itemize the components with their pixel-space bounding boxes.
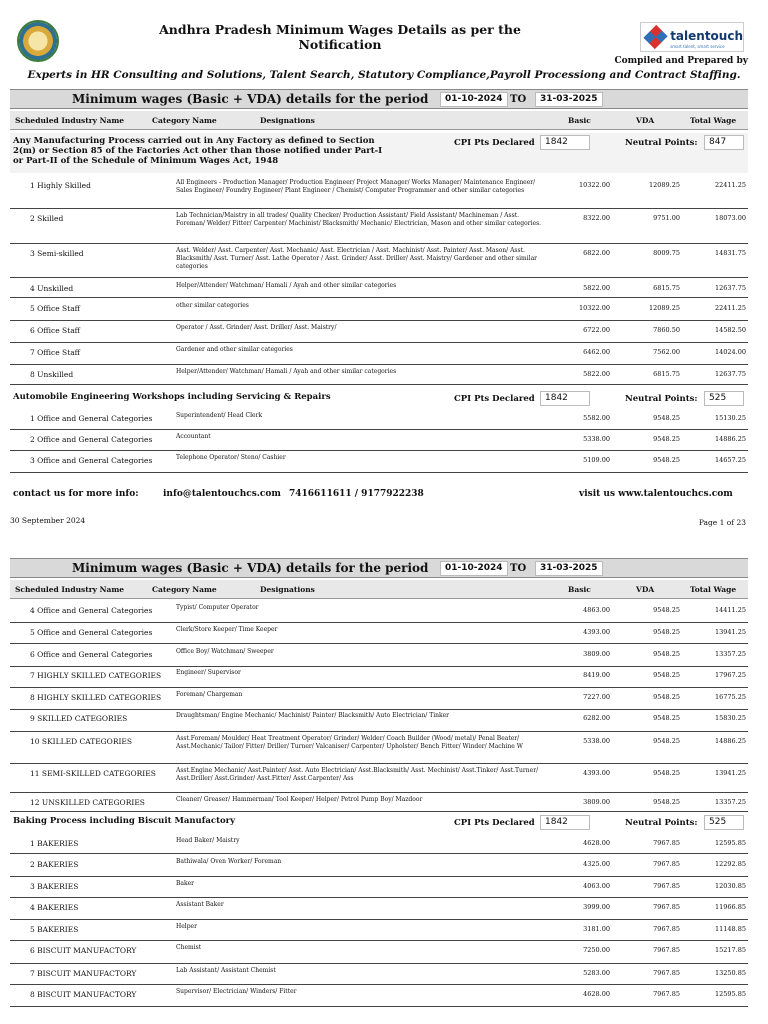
row-vda: 7562.00 — [653, 348, 680, 356]
row-total-wage: 12595.85 — [714, 839, 746, 847]
row-total-wage: 18073.00 — [714, 214, 746, 222]
col-designations: Designations — [260, 116, 315, 125]
row-category-name: 6 BISCUIT MANUFACTORY — [30, 946, 137, 955]
row-basic: 6722.00 — [583, 326, 610, 334]
row-designations: Operator / Asst. Grinder/ Asst. Driller/ Asst. Maistry/ — [176, 324, 337, 331]
row-basic: 6462.00 — [583, 348, 610, 356]
brand-name: talentouch — [670, 29, 743, 43]
row-designations: Cleaner/ Greaser/ Hammerman/ Tool Keeper/ Helper/ Petrol Pump Boy/ Mazdoor — [176, 796, 423, 803]
row-category-name: 5 Office and General Categories — [30, 628, 153, 637]
period-from: 01-10-2024 — [440, 561, 508, 576]
row-total-wage: 12637.75 — [714, 284, 746, 292]
row-category-name: 3 BAKERIES — [30, 882, 79, 891]
cpi-label: CPI Pts Declared — [454, 394, 535, 404]
row-designations: Office Boy/ Watchman/ Sweeper — [176, 648, 274, 655]
row-basic: 5582.00 — [583, 414, 610, 422]
row-vda: 7860.50 — [653, 326, 680, 334]
col-basic: Basic — [568, 585, 591, 594]
row-total-wage: 14411.25 — [714, 606, 746, 614]
col-total: Total Wage — [690, 585, 737, 594]
neutral-value: 525 — [704, 815, 744, 830]
neutral-label: Neutral Points: — [625, 138, 698, 148]
row-category-name: 1 Office and General Categories — [30, 414, 153, 423]
row-category-name: 8 HIGHLY SKILLED CATEGORIES — [30, 693, 162, 702]
cpi-label: CPI Pts Declared — [454, 818, 535, 828]
row-designations: Helper/Attender/ Watchman/ Hamali / Ayah and other similar categories — [176, 282, 397, 289]
row-basic: 5109.00 — [583, 456, 610, 464]
table-row — [10, 623, 748, 644]
col-category: Category Name — [152, 585, 217, 594]
row-category-name: 2 Skilled — [30, 214, 64, 223]
row-category-name: 11 SEMI-SKILLED CATEGORIES — [30, 769, 156, 778]
col-vda: VDA — [636, 116, 655, 125]
row-vda: 9548.25 — [653, 714, 680, 722]
website-link[interactable]: visit us www.talentouchcs.com — [579, 489, 733, 499]
neutral-label: Neutral Points: — [625, 394, 698, 404]
row-total-wage: 17967.25 — [714, 671, 746, 679]
row-total-wage: 13357.25 — [714, 650, 746, 658]
row-total-wage: 12595.85 — [714, 990, 746, 998]
row-category-name: 2 BAKERIES — [30, 860, 79, 869]
row-basic: 3181.00 — [583, 925, 610, 933]
table-row — [10, 964, 748, 985]
row-vda: 7967.85 — [653, 839, 680, 847]
row-total-wage: 13357.25 — [714, 798, 746, 806]
row-vda: 7967.85 — [653, 969, 680, 977]
row-total-wage: 14886.25 — [714, 737, 746, 745]
row-category-name: 9 SKILLED CATEGORIES — [30, 714, 128, 723]
page-separator — [0, 538, 768, 544]
row-category-name: 4 Office and General Categories — [30, 606, 153, 615]
period-bar — [10, 558, 748, 578]
row-total-wage: 14024.00 — [714, 348, 746, 356]
row-vda: 9548.25 — [653, 671, 680, 679]
row-designations: Asst.Engine Mechanic/ Asst.Painter/ Asst. Auto Electrician/ Asst.Blacksmith/ Asst. Mechinist/ Asst.Tinker/ Asst.Turner/ Asst.Driller/ Asst.Grinder/ Asst.Fitter/ Asst.Carpenter/ Ass — [176, 767, 539, 782]
row-designations: Accountant — [176, 433, 211, 440]
row-vda: 8009.75 — [653, 249, 680, 257]
row-basic: 8322.00 — [583, 214, 610, 222]
row-category-name: 8 BISCUIT MANUFACTORY — [30, 990, 137, 999]
row-basic: 5283.00 — [583, 969, 610, 977]
table-row — [10, 409, 748, 430]
row-vda: 7967.85 — [653, 990, 680, 998]
period-from: 01-10-2024 — [440, 92, 508, 107]
row-basic: 10322.00 — [578, 304, 610, 312]
talentouch-mark-icon — [643, 25, 667, 49]
row-designations: Asst. Welder/ Asst. Carpenter/ Asst. Mechanic/ Asst. Electrician / Asst. Machinist/ Asst. Painter/ Asst. Mason/ Asst. Blacksmith/ Asst. Turner/ Asst. Lathe Operator / Asst. Grinder/ Asst. Driller/ Asst. Maistry/ Gardener and other similar categories — [176, 247, 538, 270]
row-total-wage: 13941.25 — [714, 769, 746, 777]
row-basic: 7227.00 — [583, 693, 610, 701]
page-number: Page 1 of 23 — [698, 518, 746, 527]
table-row — [10, 709, 748, 732]
row-vda: 9548.25 — [653, 693, 680, 701]
row-designations: All Engineers - Production Manager/ Production Engineer/ Project Manager/ Works Manager/ Maintenance Engineer/ Sales Engineer/ Foundry Engineer/ Plant Engineer / Chemist/ Computer Programmer and other similar categories — [176, 179, 536, 194]
row-total-wage: 15130.25 — [714, 414, 746, 422]
cpi-value: 1842 — [540, 135, 590, 150]
col-category: Category Name — [152, 116, 217, 125]
row-total-wage: 22411.25 — [714, 181, 746, 189]
row-basic: 5822.00 — [583, 370, 610, 378]
table-row — [10, 793, 748, 812]
row-designations: Superintendent/ Head Clerk — [176, 412, 263, 419]
row-category-name: 5 BAKERIES — [30, 925, 79, 934]
row-vda: 9548.25 — [653, 650, 680, 658]
row-total-wage: 16775.25 — [714, 693, 746, 701]
table-row — [10, 343, 748, 365]
row-total-wage: 15830.25 — [714, 714, 746, 722]
row-vda: 7967.85 — [653, 860, 680, 868]
row-designations: Gardener and other similar categories — [176, 346, 293, 353]
row-designations: Assistant Baker — [176, 901, 224, 908]
row-basic: 4393.00 — [583, 628, 610, 636]
row-vda: 9751.00 — [653, 214, 680, 222]
period-title: Minimum wages (Basic + VDA) details for the period — [72, 92, 429, 106]
col-vda: VDA — [636, 585, 655, 594]
row-designations: Head Baker/ Maistry — [176, 837, 240, 844]
cpi-value: 1842 — [540, 391, 590, 406]
row-vda: 7967.85 — [653, 882, 680, 890]
table-row — [10, 898, 748, 920]
table-row — [10, 176, 748, 209]
row-basic: 4628.00 — [583, 990, 610, 998]
table-row — [10, 985, 748, 1007]
ap-emblem-logo — [17, 20, 59, 62]
row-category-name: 4 BAKERIES — [30, 903, 79, 912]
col-industry: Scheduled Industry Name — [15, 585, 125, 594]
row-basic: 3999.00 — [583, 903, 610, 911]
row-designations: Typist/ Computer Operator — [176, 604, 259, 611]
row-vda: 12089.25 — [648, 304, 680, 312]
row-category-name: 1 BAKERIES — [30, 839, 79, 848]
row-designations: Helper — [176, 923, 197, 930]
row-total-wage: 11148.85 — [714, 925, 746, 933]
row-vda: 6815.75 — [653, 370, 680, 378]
col-industry: Scheduled Industry Name — [15, 116, 125, 125]
row-vda: 7967.85 — [653, 925, 680, 933]
table-row — [10, 764, 748, 793]
row-designations: Draughtsman/ Engine Mechanic/ Machinist/ Painter/ Blacksmith/ Auto Electrician/ Tinker — [176, 712, 450, 719]
table-row — [10, 209, 748, 244]
section-header — [10, 813, 748, 833]
row-vda: 9548.25 — [653, 606, 680, 614]
period-bar — [10, 89, 748, 109]
row-vda: 9548.25 — [653, 435, 680, 443]
row-category-name: 6 Office and General Categories — [30, 650, 153, 659]
row-category-name: 7 Office Staff — [30, 348, 81, 357]
neutral-label: Neutral Points: — [625, 818, 698, 828]
row-basic: 4325.00 — [583, 860, 610, 868]
table-row — [10, 279, 748, 298]
row-basic: 4628.00 — [583, 839, 610, 847]
column-header — [10, 580, 748, 599]
row-designations: Baker — [176, 880, 195, 887]
neutral-value: 847 — [704, 135, 744, 150]
row-vda: 9548.25 — [653, 769, 680, 777]
table-row — [10, 299, 748, 321]
table-row — [10, 451, 748, 473]
section-name: Automobile Engineering Workshops including Servicing & Repairs — [13, 392, 331, 402]
row-category-name: 4 Unskilled — [30, 284, 74, 293]
table-row — [10, 365, 748, 385]
company-tagline: Experts in HR Consulting and Solutions, Talent Search, Statutory Compliance,Payroll Processiong and Contract Staffing. — [27, 69, 741, 81]
row-basic: 8419.00 — [583, 671, 610, 679]
col-total: Total Wage — [690, 116, 737, 125]
row-vda: 9548.25 — [653, 737, 680, 745]
row-total-wage: 15217.85 — [714, 946, 746, 954]
row-basic: 6282.00 — [583, 714, 610, 722]
row-basic: 10322.00 — [578, 181, 610, 189]
column-header — [10, 111, 748, 130]
row-vda: 9548.25 — [653, 628, 680, 636]
table-row — [10, 666, 748, 688]
period-to-label: TO — [510, 94, 527, 105]
row-basic: 3809.00 — [583, 650, 610, 658]
footer-date: 30 September 2024 — [10, 516, 86, 525]
row-category-name: 5 Office Staff — [30, 304, 81, 313]
section-header — [10, 389, 748, 409]
row-designations: Telephone Operator/ Steno/ Cashier — [176, 454, 286, 461]
row-total-wage: 14831.75 — [714, 249, 746, 257]
row-basic: 5338.00 — [583, 435, 610, 443]
row-total-wage: 11966.85 — [714, 903, 746, 911]
row-vda: 6815.75 — [653, 284, 680, 292]
row-basic: 4863.00 — [583, 606, 610, 614]
contact-label: contact us for more info: — [13, 489, 139, 499]
row-vda: 9548.25 — [653, 414, 680, 422]
row-designations: Engineer/ Supervisor — [176, 669, 241, 676]
row-category-name: 8 Unskilled — [30, 370, 74, 379]
table-row — [10, 645, 748, 667]
period-to-label: TO — [510, 563, 527, 574]
row-designations: Clerk/Store Keeper/ Time Keeper — [176, 626, 278, 633]
row-basic: 4063.00 — [583, 882, 610, 890]
row-basic: 5822.00 — [583, 284, 610, 292]
table-row — [10, 321, 748, 343]
row-designations: Chemist — [176, 944, 202, 951]
row-total-wage: 13250.85 — [714, 969, 746, 977]
page-title: Andhra Pradesh Minimum Wages Details as per the Notification — [159, 22, 521, 52]
row-vda: 9548.25 — [653, 798, 680, 806]
row-total-wage: 14886.25 — [714, 435, 746, 443]
section-name: Baking Process including Biscuit Manufactory — [13, 816, 236, 826]
row-designations: Bathiwala/ Oven Worker/ Foreman — [176, 858, 282, 865]
row-category-name: 7 HIGHLY SKILLED CATEGORIES — [30, 671, 162, 680]
row-designations: Supervisor/ Electrician/ Winders/ Fitter — [176, 988, 297, 995]
row-category-name: 2 Office and General Categories — [30, 435, 153, 444]
period-title: Minimum wages (Basic + VDA) details for the period — [72, 561, 429, 575]
row-designations: Helper/Attender/ Watchman/ Hamali / Ayah and other similar categories — [176, 368, 397, 375]
row-category-name: 7 BISCUIT MANUFACTORY — [30, 969, 137, 978]
row-total-wage: 12292.85 — [714, 860, 746, 868]
row-total-wage: 12637.75 — [714, 370, 746, 378]
brand-tagline: smart talent, smart service — [670, 44, 725, 49]
row-category-name: 6 Office Staff — [30, 326, 81, 335]
cpi-label: CPI Pts Declared — [454, 138, 535, 148]
row-vda: 7967.85 — [653, 946, 680, 954]
table-row — [10, 688, 748, 710]
row-vda: 9548.25 — [653, 456, 680, 464]
row-total-wage: 14582.50 — [714, 326, 746, 334]
row-basic: 4393.00 — [583, 769, 610, 777]
row-designations: other similar categories — [176, 302, 249, 309]
contact-email-link[interactable]: info@talentouchcs.com — [163, 489, 281, 499]
row-total-wage: 22411.25 — [714, 304, 746, 312]
row-designations: Lab Technician/Maistry in all trades/ Quality Checker/ Production Assistant/ Field Assistant/ Machineman / Asst. Foreman/ Welder/ Fitter/ Carpenter/ Machinist/ Blacksmith/ Mechanic/ Electrician, Mason and other similar categories. — [176, 212, 542, 227]
table-row — [10, 920, 748, 941]
contact-phone: 7416611611 / 9177922238 — [289, 489, 424, 499]
cpi-value: 1842 — [540, 815, 590, 830]
row-category-name: 12 UNSKILLED CATEGORIES — [30, 798, 145, 807]
row-basic: 6822.00 — [583, 249, 610, 257]
row-category-name: 3 Office and General Categories — [30, 456, 153, 465]
table-row — [10, 855, 748, 877]
row-designations: Foreman/ Chargeman — [176, 691, 243, 698]
col-designations: Designations — [260, 585, 315, 594]
row-designations: Lab Assistant/ Assistant Chemist — [176, 967, 276, 974]
row-vda: 12089.25 — [648, 181, 680, 189]
row-basic: 3809.00 — [583, 798, 610, 806]
table-row — [10, 941, 748, 964]
col-basic: Basic — [568, 116, 591, 125]
compiled-by-label: Compiled and Prepared by — [614, 56, 748, 66]
row-category-name: 1 Highly Skilled — [30, 181, 91, 190]
row-total-wage: 14657.25 — [714, 456, 746, 464]
table-row — [10, 732, 748, 764]
document-page-2 — [0, 545, 768, 1024]
section-header — [10, 133, 748, 173]
row-vda: 7967.85 — [653, 903, 680, 911]
row-category-name: 3 Semi-skilled — [30, 249, 84, 258]
row-basic: 5338.00 — [583, 737, 610, 745]
talentouch-logo — [640, 22, 744, 52]
neutral-value: 525 — [704, 391, 744, 406]
period-to: 31-03-2025 — [535, 561, 603, 576]
table-row — [10, 430, 748, 451]
table-row — [10, 601, 748, 623]
table-row — [10, 244, 748, 278]
row-total-wage: 13941.25 — [714, 628, 746, 636]
table-row — [10, 877, 748, 898]
row-basic: 7250.00 — [583, 946, 610, 954]
section-name: Any Manufacturing Process carried out in Any Factory as defined to Section 2(m) or Section 85 of the Factories Act other than those notified under Part-I or Part-II of the Schedule of Minimum Wages Act, 1948 — [13, 136, 383, 166]
table-row — [10, 834, 748, 854]
row-total-wage: 12030.85 — [714, 882, 746, 890]
row-designations: Asst.Foreman/ Moulder/ Heat Treatment Operator/ Grinder/ Welder/ Coach Builder (Wood/ metal)/ Penal Beater/ Asst.Mechanic/ Tailor/ Fitter/ Driller/ Turner/ Valcaniser/ Carpenter/ Upholster/ Bench Fitter/ Winder/ Machine W — [176, 735, 523, 750]
row-category-name: 10 SKILLED CATEGORIES — [30, 737, 133, 746]
period-to: 31-03-2025 — [535, 92, 603, 107]
